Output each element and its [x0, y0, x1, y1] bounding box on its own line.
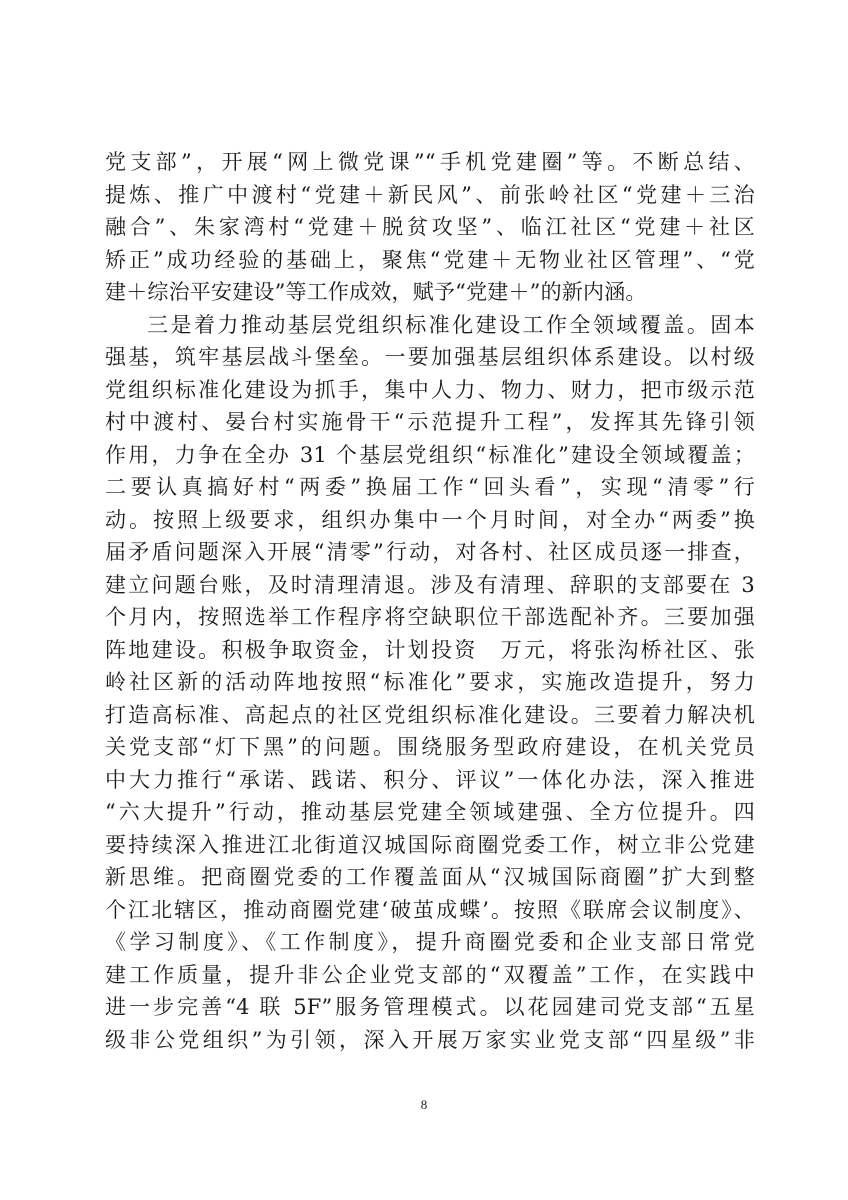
text-line: 党支部”，开展“网上微党课”“手机党建圈”等。不断总结、 [105, 150, 755, 174]
text-line: 建工作质量，提升非公企业党支部的“双覆盖”工作，在实践中 [105, 962, 755, 987]
text-line: 强基，筑牢基层战斗堡垒。一要加强基层组织体系建设。以村级 [105, 345, 755, 369]
text-line: 新思维。把商圈党委的工作覆盖面从“汉城国际商圈”扩大到整 [105, 865, 755, 889]
text-line: 矫正”成功经验的基础上，聚焦“党建＋无物业社区管理”、“党 [105, 247, 755, 272]
body-text [105, 146, 755, 1056]
text-line: 村中渡村、晏台村实施骨干“示范提升工程”，发挥其先锋引领 [105, 410, 755, 434]
text-line: 中大力推行“承诺、践诺、积分、评议”一体化办法，深入推进 [105, 767, 755, 792]
text-line: 党组织标准化建设为抓手，集中人力、物力、财力，把市级示范 [105, 377, 755, 402]
text-line: 建＋综治平安建设”等工作成效，赋予“党建＋”的新内涵。 [105, 280, 647, 304]
text-line: 岭社区新的活动阵地按照“标准化”要求，实施改造提升，努力 [105, 670, 755, 694]
text-line: “六大提升”行动，推动基层党建全领域建强、全方位提升。四 [105, 800, 755, 824]
text-line: 提炼、推广中渡村“党建＋新民风”、前张岭社区“党建＋三治 [105, 182, 755, 207]
text-line: 作用，力争在全办 31 个基层党组织“标准化”建设全领域覆盖； [105, 442, 755, 467]
text-line: 进一步完善“4 联 5F”服务管理模式。以花园建司党支部“五星 [105, 995, 755, 1019]
text-line: 建立问题台账，及时清理清退。涉及有清理、辞职的支部要在 3 [105, 572, 755, 597]
text-line: 动。按照上级要求，组织办集中一个月时间，对全办“两委”换 [105, 507, 755, 532]
text-line: 阵地建设。积极争取资金，计划投资 万元，将张沟桥社区、张 [105, 637, 755, 662]
text-line: 个江北辖区，推动商圈党建‘破茧成蝶’。按照《联席会议制度》、 [105, 897, 755, 922]
text-line: 打造高标准、高起点的社区党组织标准化建设。三要着力解决机 [105, 702, 755, 727]
text-line: 融合”、朱家湾村“党建＋脱贫攻坚”、临江社区“党建＋社区 [105, 215, 755, 239]
text-line: 关党支部“灯下黑”的问题。围绕服务型政府建设，在机关党员 [105, 735, 755, 759]
text-line: 届矛盾问题深入开展“清零”行动，对各村、社区成员逐一排查， [105, 540, 755, 564]
text-line: 要持续深入推进江北街道汉城国际商圈党委工作，树立非公党建 [105, 832, 755, 857]
text-line: 二要认真搞好村“两委”换届工作“回头看”，实现“清零”行 [105, 475, 755, 499]
text-line: 个月内，按照选举工作程序将空缺职位干部选配补齐。三要加强 [105, 605, 755, 629]
text-line: 《学习制度》、《工作制度》，提升商圈党委和企业支部日常党 [105, 930, 755, 954]
text-line: 级非公党组织”为引领，深入开展万家实业党支部“四星级”非 [105, 1027, 755, 1052]
page-number: 8 [420, 1097, 428, 1112]
paragraph-first-line: 三是着力推动基层党组织标准化建设工作全领域覆盖。固本 [147, 312, 755, 337]
